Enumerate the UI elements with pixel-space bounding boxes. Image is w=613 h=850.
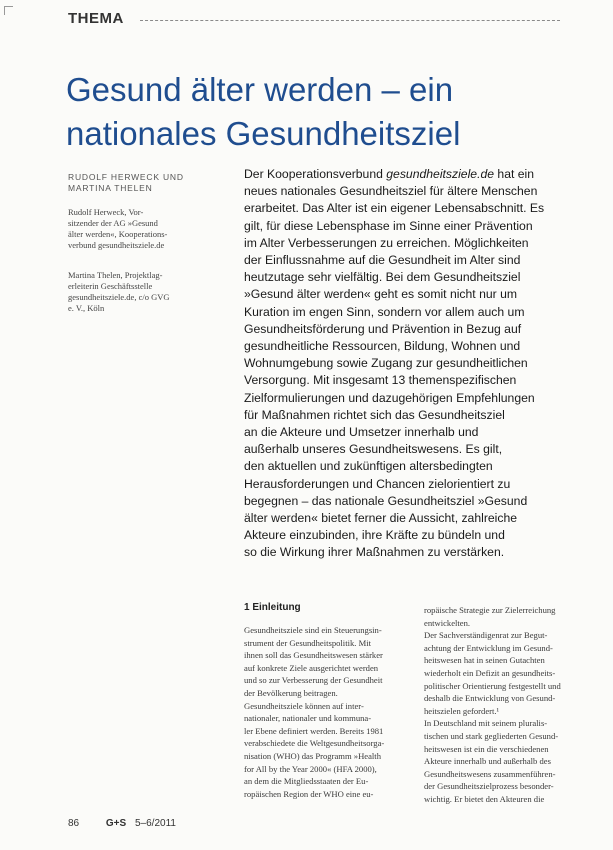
section-label: THEMA (68, 10, 124, 27)
body-line: ropäische Strategie zur Zielerreichung (424, 605, 556, 615)
lead-italic-link: gesundheitsziele.de (386, 167, 495, 181)
header-rule (140, 20, 560, 21)
lead-suffix: hat ein (494, 167, 535, 181)
author-line: RUDOLF HERWECK UND (68, 172, 184, 182)
lead-line: außerhalb unseres Gesundheitswesens. Es gilt, (244, 442, 503, 457)
body-line: heitszielen gefordert.¹ (424, 705, 500, 716)
lead-line: Wohnumgebung sowie Zugang zur gesundheitlichen (244, 356, 528, 371)
lead-line: Versorgung. Mit insgesamt 13 themenspezifischen (244, 373, 517, 388)
body-line: ihnen soll das Gesundheitswesen stärker (244, 650, 383, 661)
body-line: Gesundheitsziele sind ein Steuerungsin- (244, 625, 382, 635)
body-line: entwickelten. (424, 617, 471, 628)
page-number: 86 (68, 818, 80, 829)
body-line: nisation (WHO) das Programm »Health (244, 750, 381, 761)
lead-line-first (244, 166, 594, 183)
body-column-left (244, 624, 416, 800)
bio-line: Martina Thelen, Projektlag- (68, 270, 163, 280)
body-line: Akteure innerhalb und außerhalb des (424, 756, 551, 767)
lead-line: an die Akteure und Umsetzer innerhalb und (244, 425, 479, 440)
crop-mark (4, 6, 13, 15)
body-line: verabschiedete die Weltgesundheitsorga- (244, 738, 385, 749)
body-line: der Bevölkerung beitragen. (244, 687, 338, 698)
lead-line: Akteure einzubinden, ihre Kräfte zu bündeln und (244, 528, 505, 543)
bio-line: älter werden«, Kooperations- (68, 229, 168, 239)
lead-line: gesundheitliche Ressourcen, Bildung, Wohnen und (244, 339, 521, 354)
article-title (66, 68, 586, 156)
body-line: und so zur Verbesserung der Gesundheit (244, 675, 383, 686)
lead-line: Herausforderungen und Chancen zielorientiert zu (244, 476, 511, 491)
lead-line: im Alter Verbesserungen zu erreichen. Möglichkeiten (244, 235, 529, 250)
bio-line: Rudolf Herweck, Vor- (68, 207, 144, 217)
body-line: Der Sachverständigenrat zur Begut- (424, 630, 548, 641)
lead-paragraph (244, 166, 594, 562)
title-line: nationales Gesundheitsziel (66, 115, 461, 152)
body-line: wichtig. Er bietet den Akteuren die (424, 793, 545, 804)
lead-line: Kuration im engen Sinn, sondern vor allem auch um (244, 304, 525, 319)
body-line: achtung der Entwicklung im Gesund- (424, 642, 553, 653)
lead-line: heutzutage sehr vielfältig. Bei dem Gesundheitsziel (244, 270, 521, 285)
author-names (68, 172, 218, 194)
body-line: politischer Orientierung festgestellt und (424, 680, 561, 691)
page-footer (68, 818, 176, 829)
bio-line: e. V., Köln (68, 303, 105, 313)
body-column-right (424, 604, 596, 806)
body-line: nationaler, nationaler und kommuna- (244, 713, 372, 724)
lead-prefix: Der Kooperationsverbund (244, 167, 387, 181)
lead-line: für Maßnahmen richtet sich das Gesundheitsziel (244, 407, 505, 422)
body-line: deshalb die Entwicklung von Gesund- (424, 693, 556, 704)
author-bio-herweck (68, 207, 218, 251)
section-heading: 1 Einleitung (244, 602, 301, 613)
body-line: ler Ebene definiert werden. Bereits 1981 (244, 725, 384, 736)
lead-line: erarbeitet. Das Alter ist ein eigener Lebensabschnitt. Es (244, 201, 545, 216)
lead-line: den aktuellen und zukünftigen altersbedingten (244, 459, 493, 474)
body-line: heitswesen hat in seinen Gutachten (424, 655, 545, 666)
body-line: tischen und stark gegliederten Gesund- (424, 730, 559, 741)
bio-line: gesundheitsziele.de, c/o GVG (68, 292, 170, 302)
lead-line: begegnen – das nationale Gesundheitsziel »Gesund (244, 493, 528, 508)
issue-number: 5–6/2011 (134, 818, 176, 829)
body-line: ropäischen Region der WHO eine eu- (244, 788, 374, 799)
bio-line: sitzender der AG »Gesund (68, 218, 158, 228)
title-line: Gesund älter werden – ein (66, 71, 454, 108)
body-line: heitswesen ist ein die verschiedenen (424, 743, 549, 754)
magazine-name: G+S (105, 818, 127, 829)
author-bio-thelen (68, 270, 218, 314)
body-line: In Deutschland mit seinem pluralis- (424, 718, 548, 729)
lead-line: neues nationales Gesundheitsziel für ältere Menschen (244, 184, 538, 199)
lead-line: Gesundheitsförderung und Prävention in Bezug auf (244, 321, 522, 336)
body-line: for All by the Year 2000« (HFA 2000), (244, 763, 377, 774)
body-line: Gesundheitsziele können auf inter- (244, 700, 364, 711)
body-line: wiederholt ein Defizit an gesundheits- (424, 667, 556, 678)
author-line: MARTINA THELEN (68, 183, 153, 193)
body-line: der Gesundheitszielprozess besonder- (424, 781, 554, 792)
bio-line: verbund gesundheitsziele.de (68, 240, 165, 250)
lead-line: älter werden« bietet ferner die Aussicht, zahlreiche (244, 511, 518, 526)
body-line: auf konkrete Ziele ausgerichtet werden (244, 662, 379, 673)
lead-line: Zielformulierungen und dazugehörigen Empfehlungen (244, 390, 535, 405)
bio-line: erleiterin Geschäftsstelle (68, 281, 153, 291)
body-line: an dem die Mitgliedsstaaten der Eu- (244, 776, 369, 787)
body-line: strument der Gesundheitspolitik. Mit (244, 637, 371, 648)
lead-line: gilt, für diese Lebensphase im Sinne einer Prävention (244, 218, 533, 233)
lead-line: »Gesund älter werden« geht es somit nicht nur um (244, 287, 518, 302)
lead-line: so die Wirkung ihrer Maßnahmen zu verstärken. (244, 545, 505, 560)
body-line: Gesundheitswesens zusammenführen- (424, 768, 556, 779)
lead-line: der Einflussnahme auf die Gesundheit im Alter sind (244, 253, 521, 268)
